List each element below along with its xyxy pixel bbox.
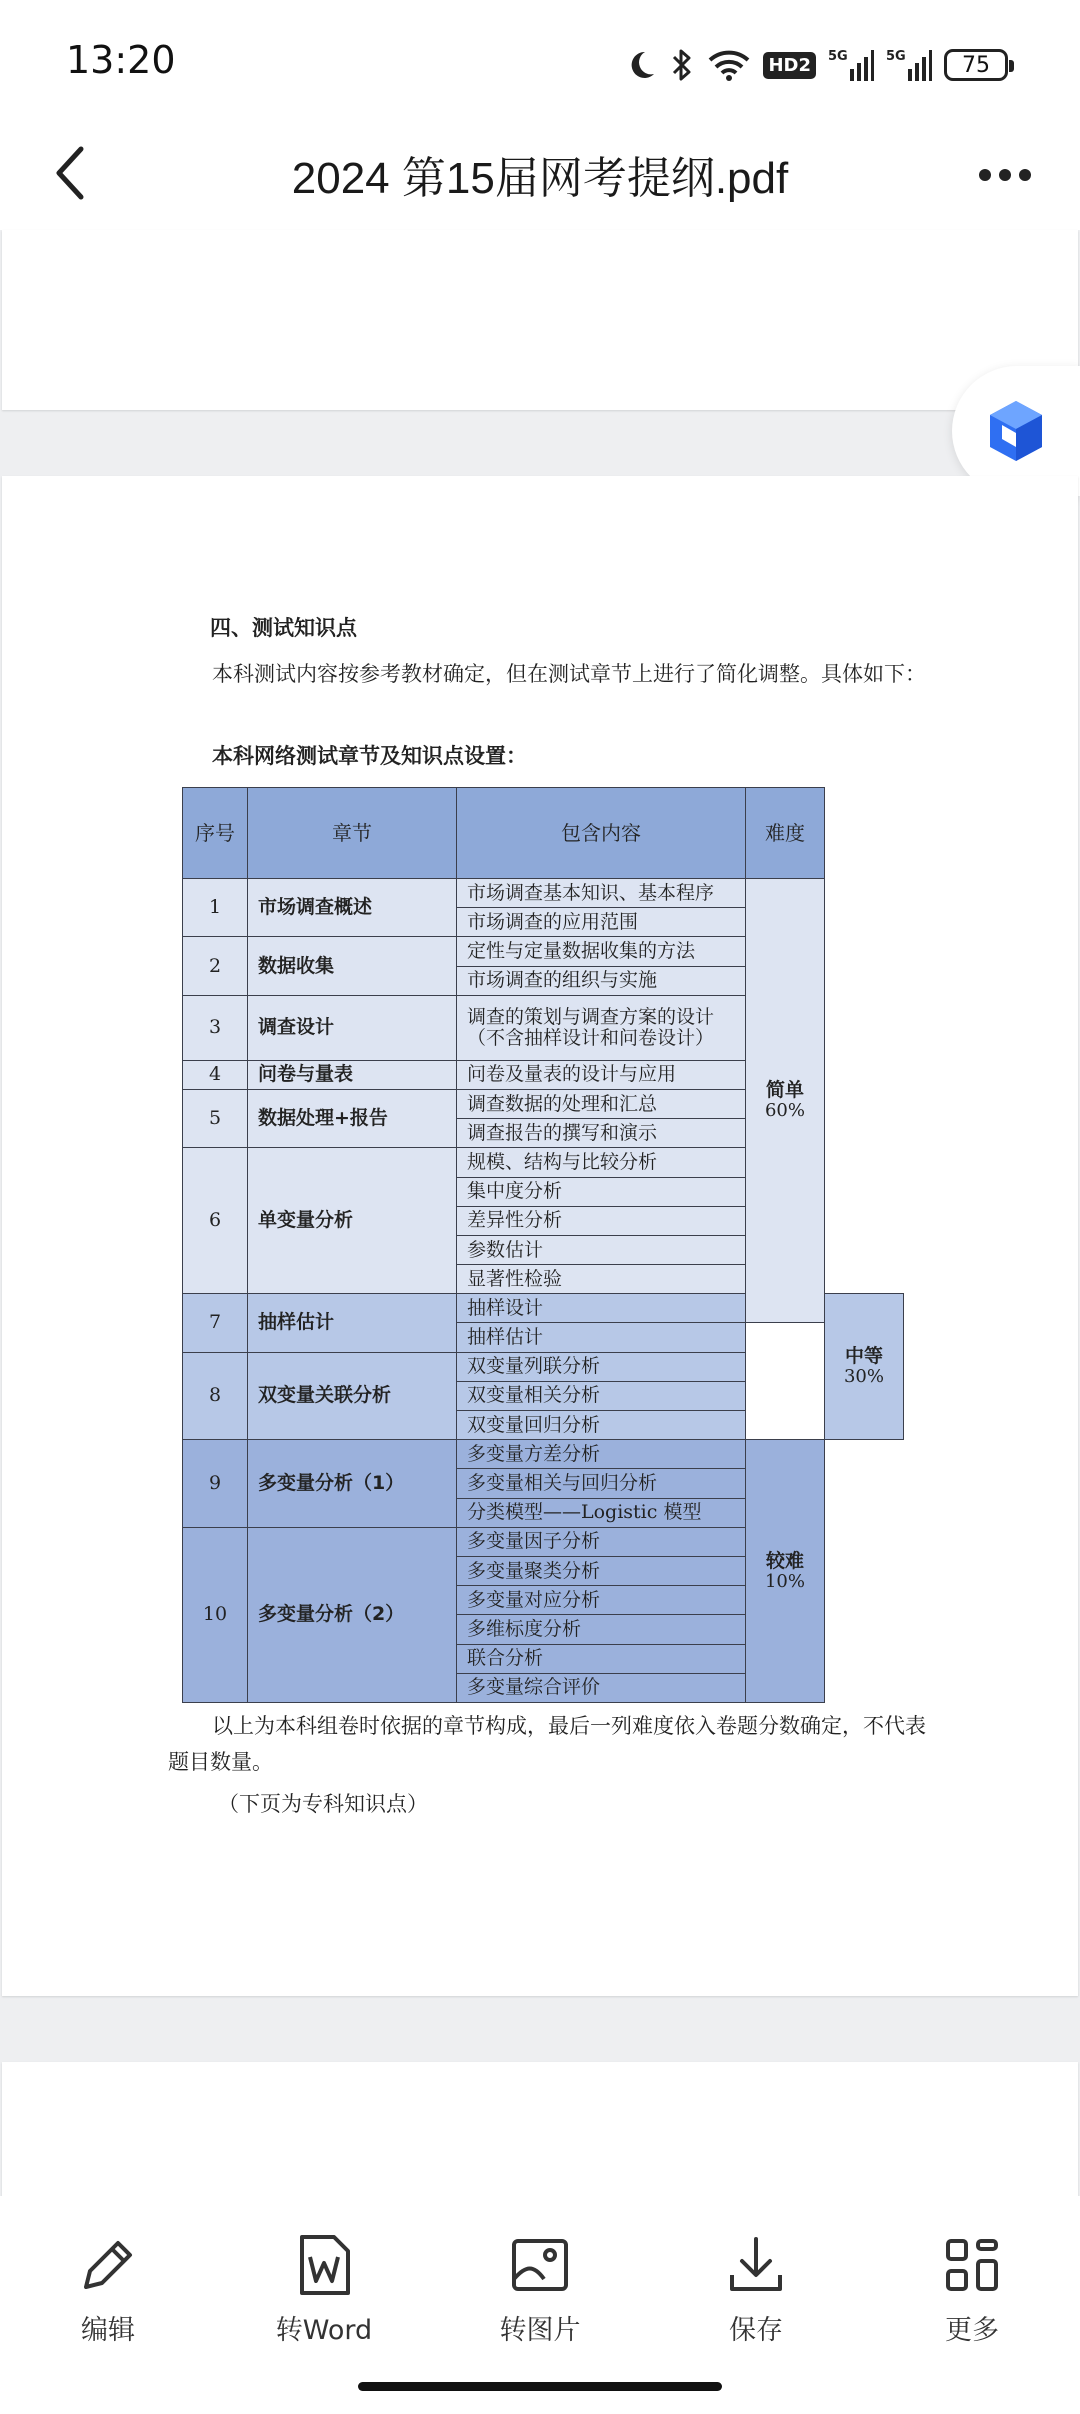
row-item: 市场调查的组织与实施: [457, 966, 746, 995]
save-button[interactable]: [676, 2230, 836, 2347]
grid-icon: [942, 2235, 1002, 2295]
row-item: 多变量方差分析: [457, 1440, 746, 1469]
difficulty-label: 中等: [844, 1345, 883, 1368]
row-item: 联合分析: [457, 1644, 746, 1673]
row-item: 调查数据的处理和汇总: [457, 1089, 746, 1118]
row-item: 多变量对应分析: [457, 1586, 746, 1615]
pdf-page-current: [2, 476, 1078, 1996]
row-no: 5: [183, 1089, 248, 1147]
svg-text:5G: 5G: [886, 49, 906, 64]
edit-button[interactable]: [28, 2230, 188, 2347]
header-no: 序号: [183, 788, 248, 879]
edit-label: 编辑: [81, 2315, 135, 2346]
more-label: 更多: [945, 2315, 999, 2346]
more-dots-icon: [978, 168, 1032, 182]
row-item: 调查的策划与调查方案的设计（不含抽样设计和问卷设计）: [457, 995, 746, 1060]
row-chapter: 多变量分析（1）: [248, 1440, 457, 1528]
row-item: 市场调查基本知识、基本程序: [457, 879, 746, 908]
row-no: 3: [183, 995, 248, 1060]
note-paragraph: 以上为本科组卷时依据的章节构成，最后一列难度依入卷题分数确定，不代表题目数量。: [168, 1714, 926, 1774]
difficulty-hard: [746, 1440, 825, 1703]
row-item: 定性与定量数据收集的方法: [457, 937, 746, 966]
row-chapter: 调查设计: [248, 995, 457, 1060]
row-chapter: 数据收集: [248, 937, 457, 995]
table-row: [183, 1440, 904, 1469]
table-caption: 本科网络测试章节及知识点设置：: [212, 744, 527, 768]
row-no: 9: [183, 1440, 248, 1528]
page-title: 2024 第15届网考提纲.pdf: [291, 154, 789, 203]
row-chapter: 数据处理+报告: [248, 1089, 457, 1147]
to-image-button[interactable]: [460, 2230, 620, 2347]
row-item: 多变量综合评价: [457, 1673, 746, 1702]
header-difficulty: 难度: [746, 788, 825, 879]
knowledge-table: [182, 787, 904, 1703]
hd-icon: HD2: [763, 52, 816, 79]
section-heading: 四、测试知识点: [210, 616, 357, 640]
row-no: 2: [183, 937, 248, 995]
row-item: 抽样估计: [457, 1323, 746, 1352]
row-chapter: 双变量关联分析: [248, 1352, 457, 1440]
row-item: 抽样设计: [457, 1294, 746, 1323]
pdf-page-previous: [2, 230, 1078, 410]
signal-5g-icon: [886, 47, 932, 83]
row-item: 显著性检验: [457, 1265, 746, 1294]
difficulty-medium: [825, 1294, 904, 1440]
row-item: 多变量相关与回归分析: [457, 1469, 746, 1498]
table-row: [183, 879, 904, 908]
intro-paragraph: 本科测试内容按参考教材确定，但在测试章节上进行了简化调整。具体如下：: [212, 662, 926, 686]
status-icons: [623, 40, 1008, 90]
row-item: 分类模型——Logistic 模型: [457, 1498, 746, 1527]
row-item: 多变量聚类分析: [457, 1556, 746, 1585]
cube-logo-icon: [980, 395, 1052, 467]
to-image-label: 转图片: [499, 2315, 581, 2346]
chevron-left-icon: [51, 145, 91, 201]
row-item: 多维标度分析: [457, 1615, 746, 1644]
wifi-icon: [707, 48, 751, 82]
row-item: 规模、结构与比较分析: [457, 1148, 746, 1177]
row-item: 双变量列联分析: [457, 1352, 746, 1381]
next-page-note: （下页为专科知识点）: [218, 1792, 428, 1816]
row-item: 多变量因子分析: [457, 1527, 746, 1556]
download-icon: [724, 2233, 788, 2297]
row-item: 差异性分析: [457, 1206, 746, 1235]
row-item: 集中度分析: [457, 1177, 746, 1206]
difficulty-pct: 60%: [764, 1100, 805, 1122]
difficulty-pct: 30%: [843, 1366, 884, 1388]
table-header-row: [183, 788, 904, 879]
pdf-page-next: [2, 2062, 1078, 2212]
bluetooth-icon: [669, 46, 695, 84]
row-chapter: 多变量分析（2）: [248, 1527, 457, 1702]
row-no: 1: [183, 879, 248, 937]
back-button[interactable]: [36, 138, 106, 208]
word-icon: [294, 2233, 354, 2297]
to-word-label: 转Word: [275, 2315, 373, 2346]
battery-icon: [944, 49, 1008, 81]
table-row: [183, 1352, 904, 1381]
row-no: 8: [183, 1352, 248, 1440]
status-time: 13:20: [66, 38, 176, 82]
header-content: 包含内容: [457, 788, 746, 879]
difficulty-easy: [746, 879, 825, 1323]
battery-level: 75: [962, 52, 990, 78]
row-item: 双变量相关分析: [457, 1381, 746, 1410]
more-options-button[interactable]: [960, 140, 1050, 210]
row-chapter: 抽样估计: [248, 1294, 457, 1352]
to-word-button[interactable]: [244, 2230, 404, 2347]
moon-icon: [623, 48, 657, 82]
row-no: 4: [183, 1060, 248, 1089]
row-item: 问卷及量表的设计与应用: [457, 1060, 746, 1089]
row-no: 6: [183, 1148, 248, 1294]
header-chapter: 章节: [248, 788, 457, 879]
row-item: 市场调查的应用范围: [457, 908, 746, 937]
row-chapter: 问卷与量表: [248, 1060, 457, 1089]
bottom-toolbar: [0, 2196, 1080, 2414]
row-item: 双变量回归分析: [457, 1411, 746, 1440]
save-label: 保存: [729, 2315, 783, 2346]
row-chapter: 市场调查概述: [248, 879, 457, 937]
title-bar: [0, 120, 1080, 230]
more-button[interactable]: [892, 2230, 1052, 2347]
row-chapter: 单变量分析: [248, 1148, 457, 1294]
home-indicator[interactable]: [358, 2382, 722, 2391]
pencil-icon: [76, 2233, 140, 2297]
row-no: 7: [183, 1294, 248, 1352]
difficulty-pct: 10%: [764, 1570, 805, 1592]
svg-text:5G: 5G: [828, 49, 848, 64]
row-item: 调查报告的撰写和演示: [457, 1119, 746, 1148]
row-no: 10: [183, 1527, 248, 1702]
difficulty-label: 较难: [765, 1549, 804, 1572]
image-icon: [508, 2235, 572, 2295]
status-bar: [0, 0, 1080, 120]
signal-5g-icon: [828, 47, 874, 83]
difficulty-label: 简单: [765, 1079, 804, 1102]
row-item: 参数估计: [457, 1235, 746, 1264]
